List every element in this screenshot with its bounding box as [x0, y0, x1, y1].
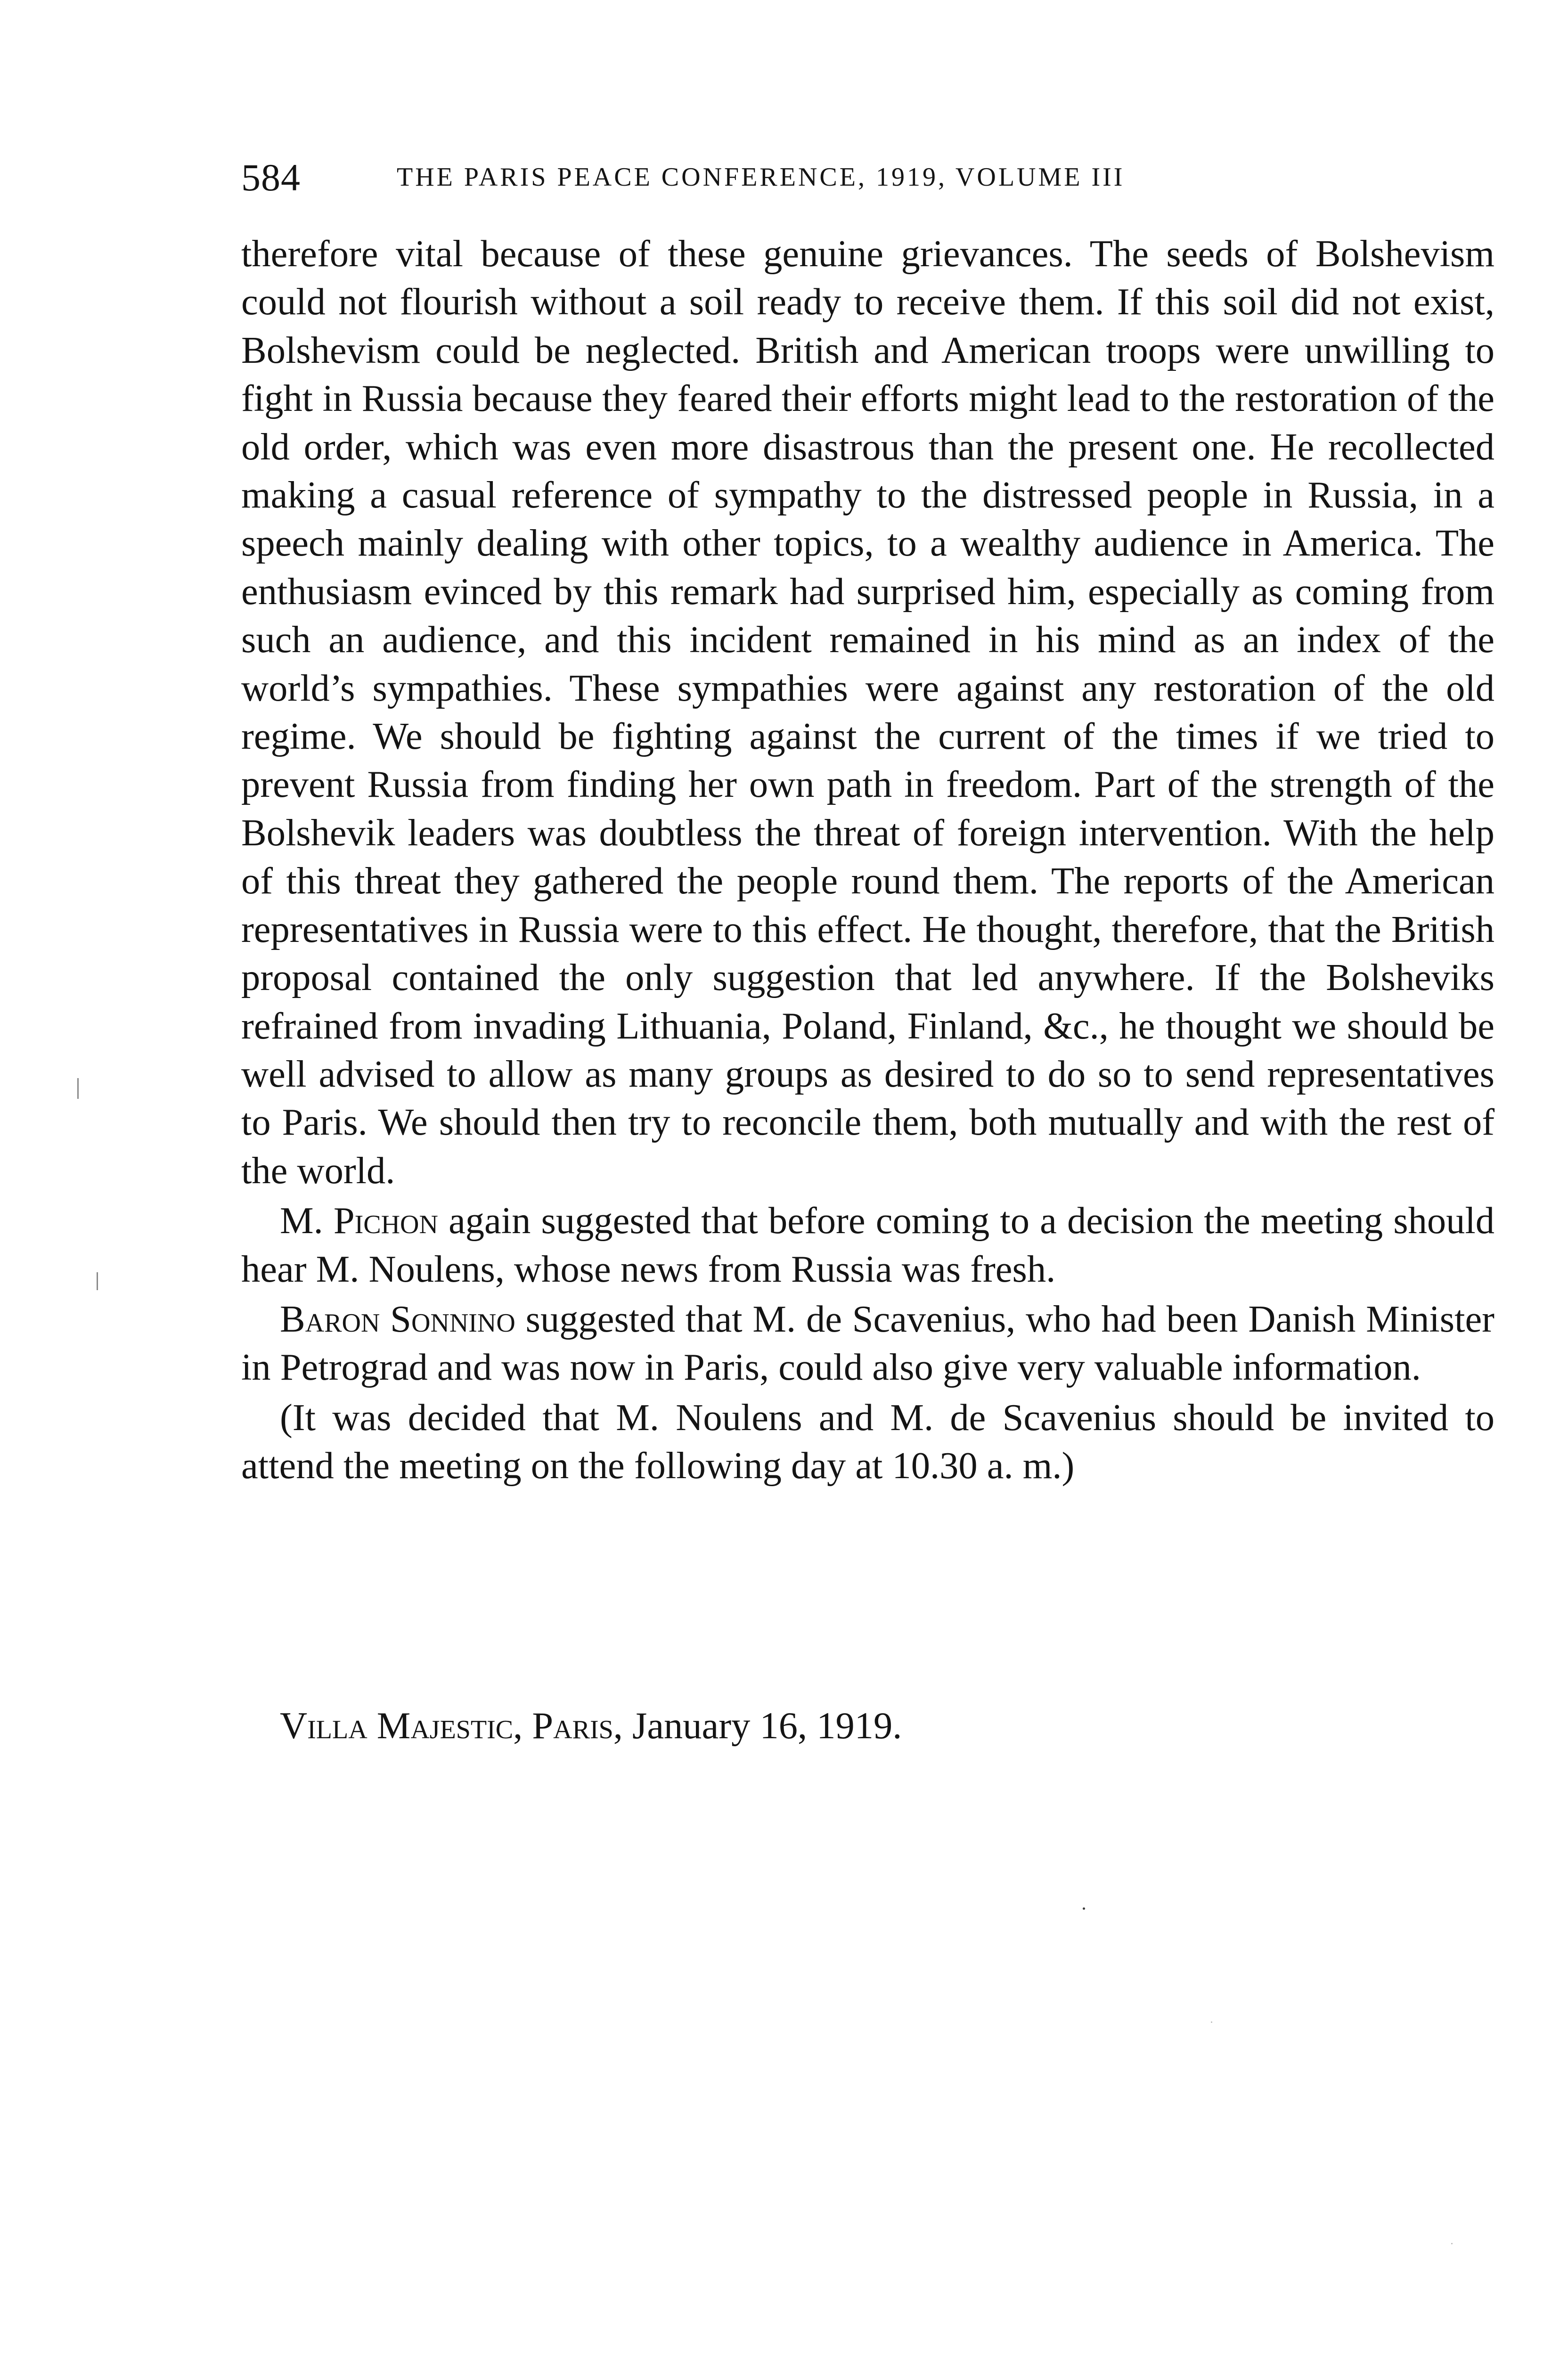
paragraph-text: suggested that M. de Scavenius, who had been Danish Minister in Petrograd and was now in Paris, could also give very valuable information. — [241, 1298, 1494, 1389]
running-head — [241, 155, 1494, 207]
dateline — [280, 1702, 902, 1750]
paragraph-pichon — [241, 1197, 1494, 1293]
paragraph-sonnino — [241, 1295, 1494, 1392]
dateline-date: January 16, 1919. — [622, 1705, 902, 1747]
scan-speck — [1083, 1907, 1085, 1910]
scan-speck — [1451, 2243, 1453, 2244]
running-title: THE PARIS PEACE CONFERENCE, 1919, VOLUME III — [397, 163, 1125, 192]
body-text — [241, 230, 1494, 1490]
paragraph-text: again suggested that before coming to a decision the meeting should hear M. Noulens, whose news from Russia was fresh. — [241, 1200, 1494, 1290]
page-number: 584 — [241, 156, 301, 199]
paragraph-continuation: therefore vital because of these genuine grievances. The seeds of Bolshevism could not flourish without a soil ready to receive them. If this soil did not exist, Bolshevism could be neglected. British and American troops were unwilling to fight in Russia because they feared their efforts might lead to the restoration of the old order, which was even more disastrous than the present one. He recollected making a casual reference of sympathy to the distressed people in Russia, in a speech mainly dealing with other topics, to a wealthy audience in America. The enthusiasm evinced by this remark had surprised him, especially as coming from such an audience, and this incident remained in his mind as an index of the world’s sympathies. These sympathies were against any restoration of the old regime. We should be fighting against the current of the times if we tried to prevent Russia from finding her own path in freedom. Part of the strength of the Bolshevik leaders was doubtless the threat of foreign intervention. With the help of this threat they gathered the people round them. The reports of the American representatives in Russia were to this effect. He thought, therefore, that the British proposal contained the only suggestion that led anywhere. If the Bolsheviks refrained from invading Lithuania, Poland, Finland, &c., he thought we should be well advised to allow as many groups as desired to do so to send representatives to Paris. We should then try to reconcile them, both mutually and with the rest of the world. — [241, 233, 1494, 1192]
speaker-name: Baron Sonnino — [280, 1298, 515, 1340]
speaker-name: M. Pichon — [280, 1200, 438, 1242]
dateline-place: Villa Majestic, Paris, — [280, 1705, 623, 1747]
paragraph-decision: (It was decided that M. Noulens and M. de Scavenius should be invited to attend the meeting on the following day at 10.30 a. m.) — [241, 1396, 1494, 1487]
margin-mark — [77, 1078, 79, 1099]
margin-mark — [97, 1272, 98, 1290]
scan-speck — [1211, 2021, 1212, 2023]
